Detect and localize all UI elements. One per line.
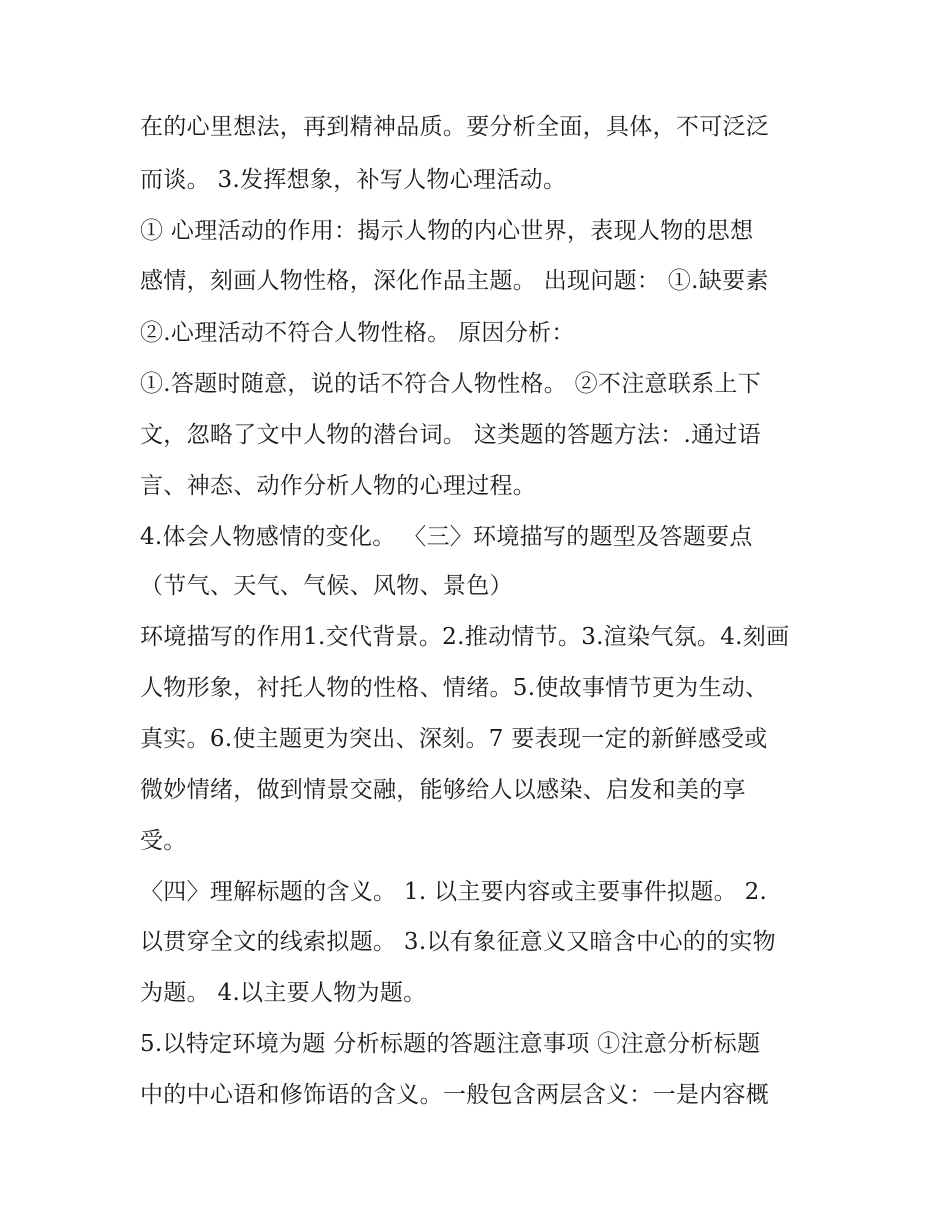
text-line: 言、神态、动作分析人物的心理过程。 (140, 473, 537, 499)
text-line: 真实。6.使主题更为突出、深刻。7 要表现一定的新鲜感受或 (140, 726, 768, 752)
text-line: 人物形象，衬托人物的性格、情绪。5.使故事情节更为生动、 (140, 675, 769, 701)
text-line: ①.答题时随意，说的话不符合人物性格。 ②不注意联系上下 (140, 371, 762, 397)
text-line: 为题。 4.以主要人物为题。 (140, 980, 427, 1006)
text-line: 文，忽略了文中人物的潜台词。 这类题的答题方法：.通过语 (140, 422, 762, 448)
text-line: 而谈。 3.发挥想象，补写人物心理活动。 (140, 167, 567, 193)
text-line: 4.体会人物感情的变化。 〈三〉环境描写的题型及答题要点 (140, 524, 753, 550)
text-line: 5.以特定环境为题 分析标题的答题注意事项 ①注意分析标题 (140, 1031, 761, 1057)
text-line: 感情，刻画人物性格，深化作品主题。 出现问题： ①.缺要素 (140, 268, 769, 294)
text-line: 〈四〉理解标题的含义。 1. 以主要内容或主要事件拟题。 2. (140, 879, 768, 905)
text-line: ②.心理活动不符合人物性格。 原因分析： (140, 320, 575, 346)
text-line: 受。 (140, 828, 187, 854)
text-line: 微妙情绪，做到情景交融，能够给人以感染、启发和美的享 (140, 777, 746, 803)
text-line: 在的心里想法，再到精神品质。要分析全面，具体，不可泛泛 (140, 114, 770, 140)
text-line: 环境描写的作用1.交代背景。2.推动情节。3.渲染气氛。4.刻画 (140, 624, 790, 650)
text-line: ① 心理活动的作用：揭示人物的内心世界，表现人物的思想 (140, 218, 754, 244)
text-line: 中的中心语和修饰语的含义。一般包含两层含义：一是内容概 (140, 1082, 770, 1108)
text-line: 以贯穿全文的线索拟题。 3.以有象征意义又暗含中心的的实物 (140, 929, 776, 955)
text-line: （节气、天气、气候、风物、景色） (140, 573, 513, 599)
